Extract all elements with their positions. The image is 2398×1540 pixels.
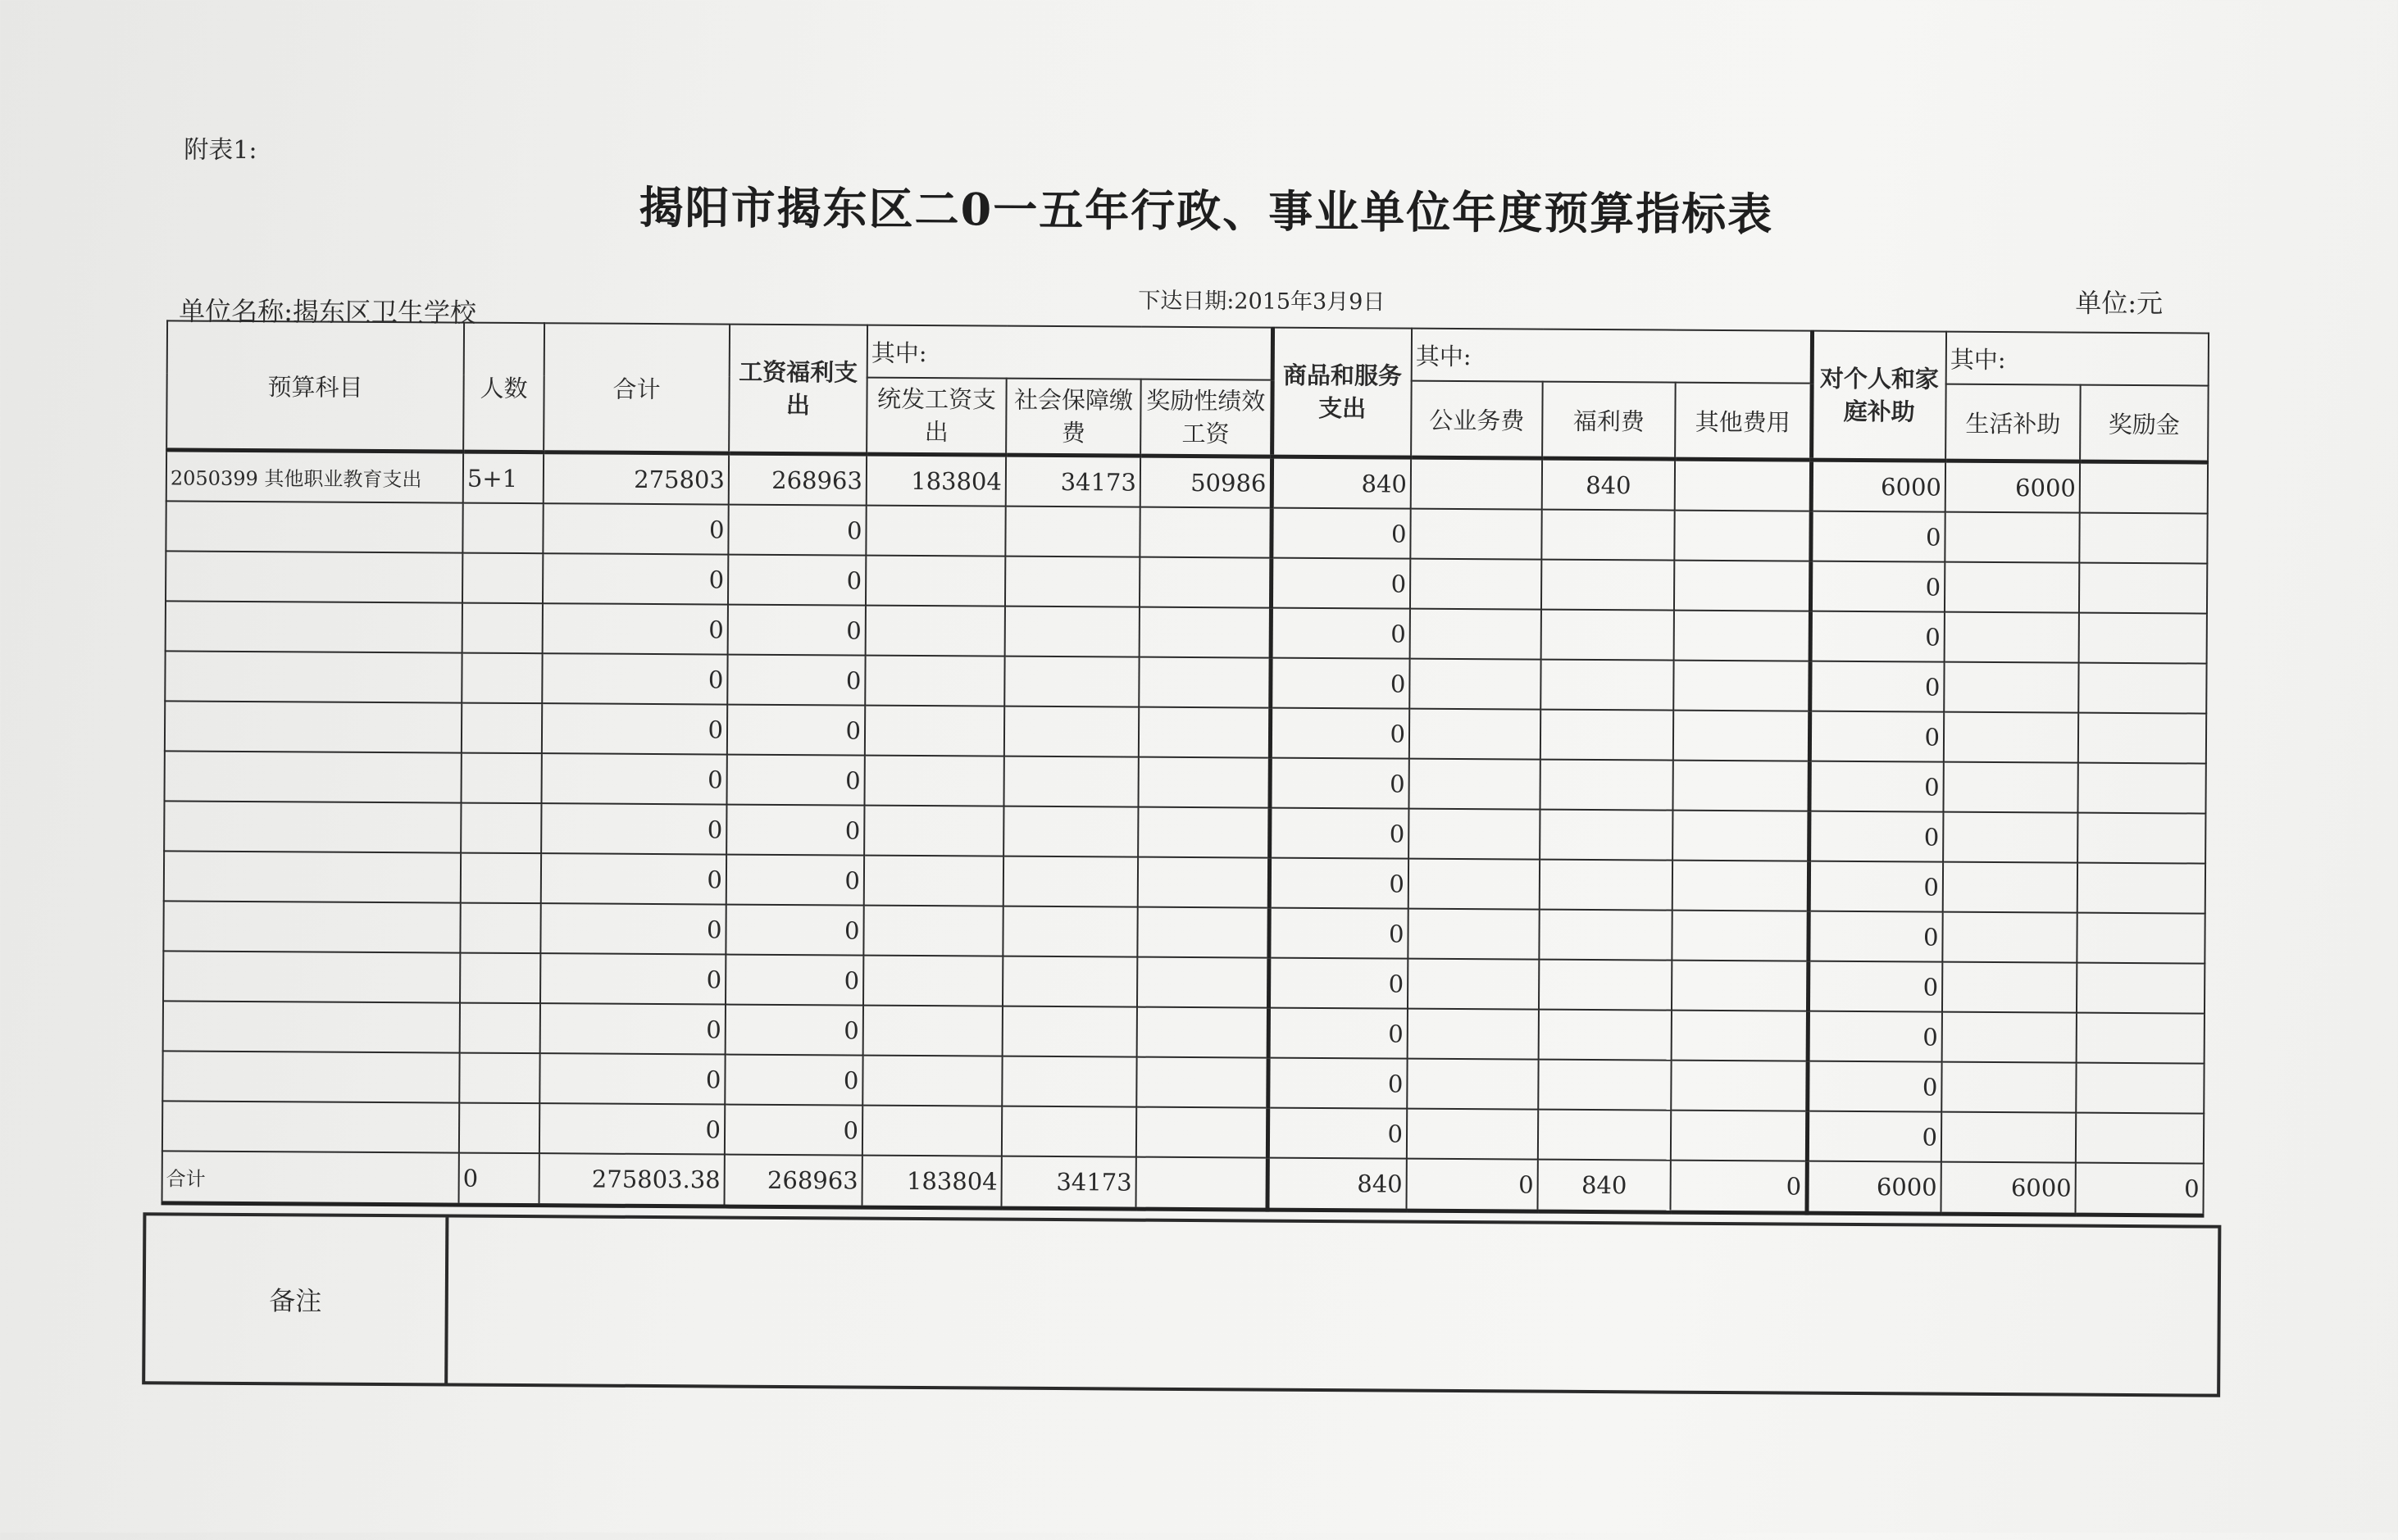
header-goods-sub-2: 福利费: [1542, 382, 1676, 459]
award-cell: [2079, 513, 2207, 564]
performance-pay-cell: [1137, 1007, 1268, 1058]
social-security-cell: [1003, 856, 1138, 907]
living-subsidy-cell: [1945, 612, 2079, 663]
performance-pay-cell: [1137, 957, 1268, 1008]
welfare-cell: 840: [1537, 1160, 1670, 1212]
office-expense-cell: [1408, 809, 1540, 860]
welfare-cell: [1539, 910, 1672, 961]
office-expense-cell: [1408, 1009, 1539, 1060]
header-wage-of-which: 其中:: [867, 325, 1272, 380]
subject-cell: [162, 1051, 459, 1102]
subject-cell: [165, 651, 462, 702]
award-cell: [2077, 913, 2205, 964]
award-cell: [2079, 613, 2207, 664]
goods-services-cell: 0: [1270, 708, 1409, 759]
currency-unit: 单位:元: [2075, 287, 2164, 320]
performance-pay-cell: [1140, 557, 1271, 608]
other-expense-cell: [1674, 611, 1810, 661]
social-security-cell: [1005, 556, 1140, 607]
subject-cell: [163, 901, 460, 952]
wage-cell: 0: [727, 705, 865, 756]
living-subsidy-cell: [1941, 1112, 2076, 1163]
welfare-cell: [1541, 510, 1674, 561]
other-expense-cell: [1674, 511, 1810, 561]
payroll-cell: [863, 906, 1003, 956]
header-personal-sub-1: 生活补助: [1945, 384, 2081, 462]
subject-cell: [166, 501, 462, 552]
total-cell: 0: [543, 603, 728, 654]
living-subsidy-cell: [1943, 862, 2077, 913]
header-goods-sub-3: 其他费用: [1675, 383, 1812, 461]
budget-table: [161, 320, 2209, 1217]
goods-services-cell: 0: [1268, 908, 1408, 959]
award-cell: [2077, 863, 2205, 914]
header-headcount: 人数: [463, 323, 544, 452]
living-subsidy-cell: 6000: [1941, 1162, 2075, 1215]
other-expense-cell: [1675, 459, 1811, 511]
goods-services-cell: 0: [1269, 758, 1408, 809]
headcount-cell: [462, 503, 543, 554]
total-cell: 0: [543, 503, 728, 554]
headcount-cell: [462, 703, 542, 754]
headcount-cell: [461, 753, 541, 804]
subject-cell: [163, 1001, 460, 1052]
award-cell: 0: [2075, 1163, 2203, 1215]
personal-subsidy-cell: 0: [1810, 611, 1945, 662]
award-cell: [2077, 813, 2205, 864]
living-subsidy-cell: [1942, 962, 2077, 1013]
social-security-cell: [1004, 706, 1139, 757]
goods-services-cell: 0: [1267, 1058, 1407, 1109]
office-expense-cell: [1409, 659, 1540, 710]
social-security-cell: 34173: [1001, 1156, 1135, 1210]
headcount-cell: [460, 953, 540, 1004]
total-cell: 275803: [544, 452, 729, 505]
office-expense-cell: [1408, 859, 1540, 910]
personal-subsidy-cell: 0: [1809, 861, 1943, 912]
headcount-cell: [462, 653, 542, 704]
subject-cell: [164, 851, 461, 902]
personal-subsidy-cell: 0: [1809, 761, 1943, 812]
welfare-cell: [1538, 1110, 1671, 1161]
goods-services-cell: 0: [1271, 508, 1410, 559]
personal-subsidy-cell: 6000: [1811, 460, 1945, 512]
goods-services-cell: 0: [1269, 808, 1408, 859]
living-subsidy-cell: [1944, 712, 2078, 763]
other-expense-cell: [1673, 711, 1809, 761]
personal-subsidy-cell: 0: [1810, 511, 1945, 562]
headcount-cell: [461, 853, 541, 904]
other-expense-cell: [1671, 1111, 1807, 1161]
total-cell: 0: [541, 853, 726, 904]
header-wage: 工资福利支出: [729, 325, 867, 455]
goods-services-cell: 0: [1271, 558, 1410, 609]
wage-cell: 0: [726, 855, 864, 906]
headcount-cell: [459, 1103, 539, 1154]
payroll-cell: [862, 1056, 1002, 1106]
award-cell: [2078, 713, 2206, 764]
header-goods-of-which: 其中:: [1412, 329, 1812, 384]
total-cell: 0: [540, 903, 726, 954]
payroll-cell: [866, 506, 1005, 556]
payroll-cell: 183804: [867, 454, 1006, 507]
living-subsidy-cell: [1944, 662, 2078, 713]
performance-pay-cell: 50986: [1140, 456, 1272, 507]
headcount-cell: [460, 903, 540, 954]
other-expense-cell: [1672, 961, 1808, 1011]
personal-subsidy-cell: 0: [1809, 811, 1943, 862]
headcount-cell: [461, 803, 541, 854]
welfare-cell: [1541, 560, 1674, 611]
award-cell: [2077, 963, 2205, 1014]
office-expense-cell: [1410, 509, 1541, 560]
goods-services-cell: 0: [1269, 858, 1408, 909]
personal-subsidy-cell: 0: [1810, 561, 1945, 612]
header-subject: 预算科目: [166, 320, 464, 452]
payroll-cell: [866, 606, 1005, 656]
headcount-cell: [459, 1053, 539, 1104]
payroll-cell: [864, 806, 1003, 856]
headcount-cell: [462, 603, 543, 654]
header-total: 合计: [544, 323, 730, 453]
payroll-cell: [862, 1106, 1002, 1156]
other-expense-cell: [1674, 561, 1810, 611]
total-cell: 0: [542, 653, 727, 704]
wage-cell: 0: [726, 755, 864, 806]
personal-subsidy-cell: 0: [1809, 661, 1944, 712]
office-expense-cell: [1410, 559, 1541, 610]
wage-cell: 268963: [724, 1155, 862, 1208]
wage-cell: 0: [726, 905, 863, 956]
personal-subsidy-cell: 0: [1809, 711, 1944, 762]
wage-cell: 0: [725, 1055, 862, 1106]
wage-cell: 268963: [729, 453, 867, 506]
living-subsidy-cell: [1945, 512, 2079, 563]
subject-cell: [165, 701, 462, 752]
other-expense-cell: [1672, 811, 1809, 861]
award-cell: [2079, 563, 2207, 614]
performance-pay-cell: [1139, 707, 1270, 758]
subject-cell: 2050399 其他职业教育支出: [166, 450, 463, 503]
subject-cell: [163, 951, 460, 1002]
goods-services-cell: 840: [1272, 457, 1411, 509]
payroll-cell: [863, 956, 1003, 1006]
office-expense-cell: [1408, 909, 1539, 960]
header-wage-sub-1: 统发工资支出: [867, 378, 1007, 456]
award-cell: [2077, 763, 2205, 814]
total-cell: 0: [540, 1003, 726, 1054]
welfare-cell: [1540, 860, 1672, 911]
welfare-cell: [1540, 810, 1672, 861]
living-subsidy-cell: [1943, 762, 2077, 813]
personal-subsidy-cell: 0: [1808, 1011, 1942, 1062]
attachment-label: 附表1:: [184, 135, 257, 166]
payroll-cell: [866, 556, 1005, 606]
subject-cell: [162, 1101, 459, 1152]
performance-pay-cell: [1139, 657, 1270, 708]
award-cell: [2078, 663, 2206, 714]
header-personal-sub-2: 奖励金: [2080, 385, 2209, 462]
other-expense-cell: 0: [1670, 1161, 1806, 1214]
office-expense-cell: [1410, 609, 1541, 660]
social-security-cell: [1003, 756, 1138, 807]
personal-subsidy-cell: 0: [1807, 1111, 1941, 1162]
other-expense-cell: [1671, 1061, 1807, 1111]
performance-pay-cell: [1138, 807, 1269, 858]
subject-cell: [166, 551, 462, 602]
total-cell: 0: [540, 953, 726, 1004]
header-wage-sub-2: 社会保障缴费: [1006, 379, 1141, 457]
headcount-cell: [462, 553, 543, 604]
payroll-cell: [864, 856, 1003, 906]
headcount-cell: 0: [459, 1153, 539, 1206]
personal-subsidy-cell: 6000: [1807, 1161, 1941, 1215]
award-cell: [2077, 1013, 2205, 1064]
payroll-cell: [864, 756, 1003, 806]
social-security-cell: [1004, 656, 1139, 707]
award-cell: [2076, 1063, 2204, 1114]
header-goods: 商品和服务支出: [1272, 328, 1412, 458]
social-security-cell: [1003, 956, 1137, 1007]
other-expense-cell: [1672, 911, 1808, 961]
welfare-cell: 840: [1542, 458, 1675, 510]
other-expense-cell: [1673, 661, 1809, 711]
social-security-cell: [1002, 1056, 1136, 1107]
performance-pay-cell: [1138, 757, 1269, 808]
social-security-cell: [1002, 1106, 1136, 1157]
welfare-cell: [1540, 710, 1673, 761]
total-cell: 0: [541, 803, 726, 854]
personal-subsidy-cell: 0: [1808, 911, 1942, 962]
office-expense-cell: [1407, 1109, 1538, 1160]
performance-pay-cell: [1135, 1157, 1267, 1210]
remarks-label: 备注: [145, 1215, 448, 1383]
wage-cell: 0: [727, 655, 865, 706]
social-security-cell: 34173: [1006, 455, 1140, 507]
goods-services-cell: 840: [1267, 1158, 1406, 1211]
welfare-cell: [1538, 1060, 1671, 1111]
goods-services-cell: 0: [1271, 608, 1410, 659]
wage-cell: 0: [725, 1105, 862, 1156]
other-expense-cell: [1672, 761, 1809, 811]
award-cell: [2080, 461, 2208, 513]
subject-cell: [164, 801, 461, 852]
performance-pay-cell: [1138, 857, 1269, 908]
performance-pay-cell: [1140, 607, 1271, 658]
payroll-cell: [863, 1006, 1003, 1056]
living-subsidy-cell: [1942, 1012, 2077, 1063]
other-expense-cell: [1672, 861, 1809, 911]
award-cell: [2076, 1113, 2204, 1164]
living-subsidy-cell: [1943, 812, 2077, 863]
remarks-box: [142, 1212, 2221, 1397]
header-goods-sub-1: 公业务费: [1411, 381, 1543, 458]
social-security-cell: [1005, 507, 1140, 557]
subject-cell: [165, 751, 462, 802]
goods-services-cell: 0: [1268, 1008, 1408, 1059]
goods-services-cell: 0: [1267, 1108, 1407, 1159]
unit-name: 单位名称:揭东区卫生学校: [179, 295, 477, 329]
total-cell: 0: [541, 753, 726, 804]
performance-pay-cell: [1136, 1057, 1267, 1108]
performance-pay-cell: [1140, 507, 1271, 558]
remarks-body[interactable]: [448, 1217, 2218, 1393]
living-subsidy-cell: [1945, 562, 2079, 613]
header-personal: 对个人和家庭补助: [1811, 331, 1946, 461]
wage-cell: 0: [726, 1005, 863, 1056]
total-cell: 0: [543, 553, 728, 604]
social-security-cell: [1003, 1006, 1137, 1057]
goods-services-cell: 0: [1270, 658, 1409, 709]
subject-cell: 合计: [162, 1151, 459, 1205]
office-expense-cell: [1409, 709, 1540, 760]
office-expense-cell: [1411, 457, 1542, 509]
wage-cell: 0: [728, 505, 866, 556]
living-subsidy-cell: 6000: [1945, 461, 2080, 513]
performance-pay-cell: [1136, 1107, 1267, 1158]
headcount-cell: [460, 1003, 540, 1054]
wage-cell: 0: [726, 955, 863, 1006]
total-cell: 275803.38: [539, 1153, 724, 1206]
social-security-cell: [1005, 606, 1140, 657]
total-cell: 0: [539, 1053, 725, 1104]
payroll-cell: [865, 656, 1004, 706]
living-subsidy-cell: [1942, 912, 2077, 963]
header-wage-sub-3: 奖励性绩效工资: [1140, 379, 1272, 457]
office-expense-cell: 0: [1406, 1159, 1537, 1211]
wage-cell: 0: [726, 805, 864, 856]
welfare-cell: [1540, 760, 1672, 811]
office-expense-cell: [1407, 1059, 1538, 1110]
welfare-cell: [1539, 1010, 1672, 1061]
office-expense-cell: [1408, 759, 1540, 810]
total-cell: 0: [542, 703, 727, 754]
headcount-cell: 5+1: [463, 452, 544, 503]
performance-pay-cell: [1137, 907, 1268, 958]
issue-date: 下达日期:2015年3月9日: [1138, 288, 1386, 316]
goods-services-cell: 0: [1268, 958, 1408, 1009]
total-cell: 0: [539, 1103, 725, 1154]
wage-cell: 0: [728, 555, 866, 606]
payroll-cell: 183804: [862, 1156, 1001, 1209]
welfare-cell: [1539, 960, 1672, 1011]
header-personal-of-which: 其中:: [1946, 332, 2209, 386]
personal-subsidy-cell: 0: [1807, 1061, 1941, 1112]
other-expense-cell: [1672, 1011, 1808, 1061]
page-title: 揭阳市揭东区二0一五年行政、事业单位年度预算指标表: [639, 180, 1774, 241]
subject-cell: [166, 601, 462, 652]
social-security-cell: [1003, 806, 1138, 857]
welfare-cell: [1541, 610, 1674, 661]
payroll-cell: [865, 706, 1004, 756]
personal-subsidy-cell: 0: [1808, 961, 1942, 1012]
living-subsidy-cell: [1941, 1062, 2076, 1113]
office-expense-cell: [1408, 959, 1539, 1010]
wage-cell: 0: [728, 605, 866, 656]
social-security-cell: [1003, 906, 1137, 957]
welfare-cell: [1540, 660, 1673, 711]
